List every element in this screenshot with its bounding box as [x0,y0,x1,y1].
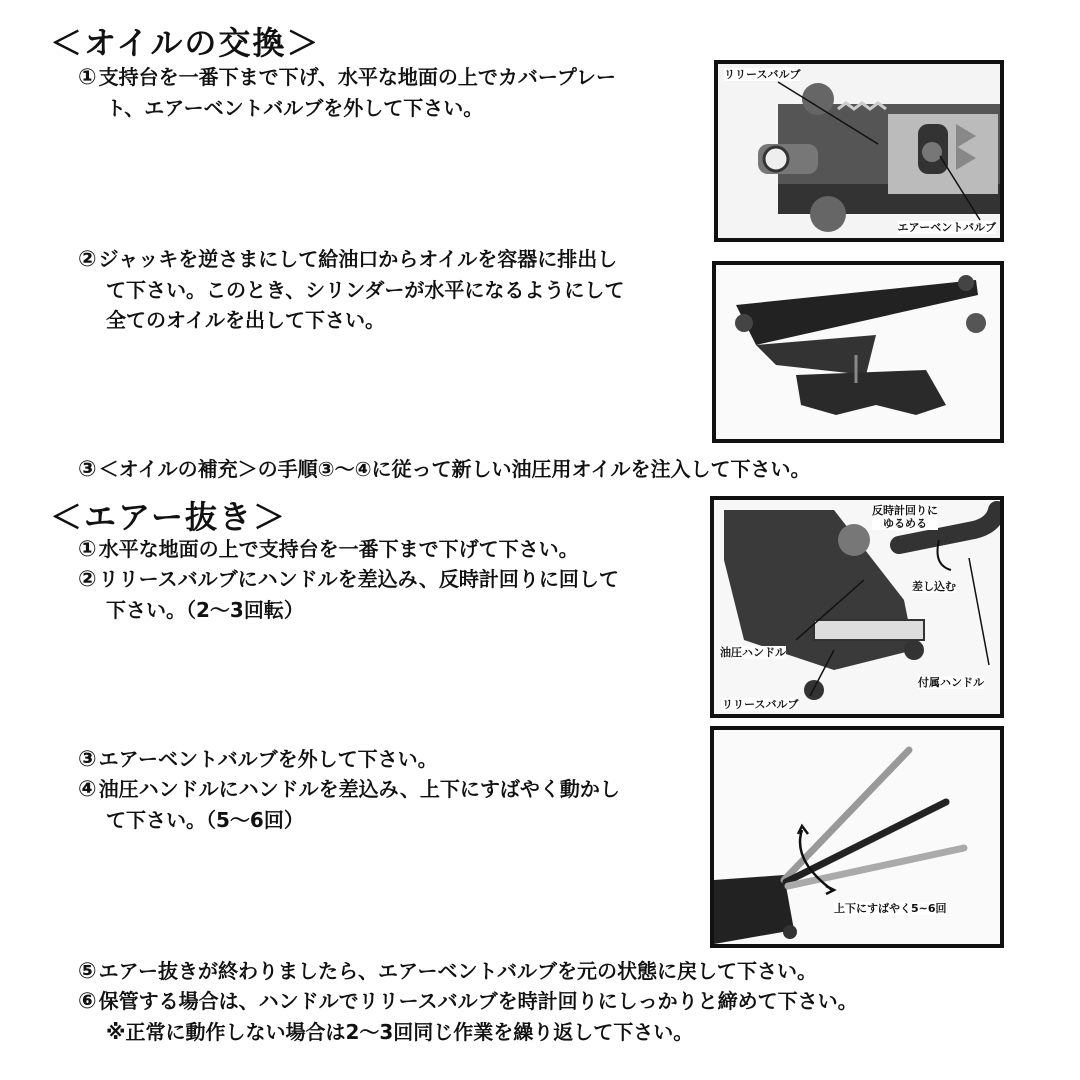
label-release-valve: リリースバルブ [724,68,801,81]
step-text-cont: 全てのオイルを出して下さい。 [106,308,385,332]
step-number: ⑤ [78,959,97,984]
oil-step-1 [78,62,616,123]
step-number: ④ [78,777,97,802]
label-accessory-handle: 付属ハンドル [918,676,984,689]
air-step-4 [78,774,620,835]
step-text: ＜オイルの補充＞の手順③～④に従って新しい油圧用オイルを注入して下さい。 [98,457,811,481]
section-heading-oil-change: ＜オイルの交換＞ [50,24,321,62]
step-text: 水平な地面の上で支持台を一番下まで下げて下さい。 [98,537,579,561]
step-number: ③ [78,747,97,772]
photo-release-valve-handle [710,496,1004,718]
label-up-down-quickly: 上下にすばやく5~6回 [834,902,947,915]
label-insert: 差し込む [912,580,956,593]
step-text-cont: 下さい。（2～3回転） [106,598,304,622]
step-text: リリースバルブにハンドルを差込み、反時計回りに回して [98,567,619,591]
step-number: ⑥ [78,989,97,1014]
label-ccw-line2: ゆるめる [883,517,927,530]
jack-inverted-illustration [716,265,1000,439]
step-note: ※正常に動作しない場合は2～3回同じ作業を繰り返して下さい。 [106,1020,694,1044]
step-number: ② [78,567,97,592]
air-step-1 [78,534,579,565]
step-text: 油圧ハンドルにハンドルを差込み、上下にすばやく動かし [98,777,620,801]
step-text: 支持台を一番下まで下げ、水平な地面の上でカバープレー [98,65,617,89]
jack-top-illustration [718,64,1000,238]
step-text: エアーベントバルブを外して下さい。 [98,747,438,771]
label-release-valve: リリースバルブ [722,698,799,711]
label-ccw-loosen [872,504,938,530]
label-ccw-line1: 反時計回りに [872,504,938,517]
photo-release-valve-top [714,60,1004,242]
step-number: ③ [78,457,97,482]
air-step-6 [78,986,858,1047]
step-text-cont: ト、エアーベントバルブを外して下さい。 [106,96,484,120]
label-air-vent-valve: エアーベントバルブ [897,221,996,234]
photo-jack-upside-down [712,261,1004,443]
air-step-5 [78,956,817,987]
step-text-cont: て下さい。（5～6回） [106,808,304,832]
oil-step-3 [78,454,811,485]
photo-pump-handle [710,726,1004,948]
oil-step-2 [78,244,624,335]
step-number: ① [78,537,97,562]
step-text: エアー抜きが終わりましたら、エアーベントバルブを元の状態に戻して下さい。 [98,959,818,983]
step-text-cont: て下さい。このとき、シリンダーが水平になるようにして [106,278,625,302]
air-step-3 [78,744,438,775]
step-number: ① [78,65,97,90]
label-hydraulic-handle: 油圧ハンドル [720,646,786,659]
step-number: ② [78,247,97,272]
section-heading-air-bleed: ＜エアー抜き＞ [50,498,288,536]
step-text: ジャッキを逆さまにして給油口からオイルを容器に排出し [98,247,618,271]
step-text: 保管する場合は、ハンドルでリリースバルブを時計回りにしっかりと締めて下さい。 [98,989,858,1013]
air-step-2 [78,564,619,625]
